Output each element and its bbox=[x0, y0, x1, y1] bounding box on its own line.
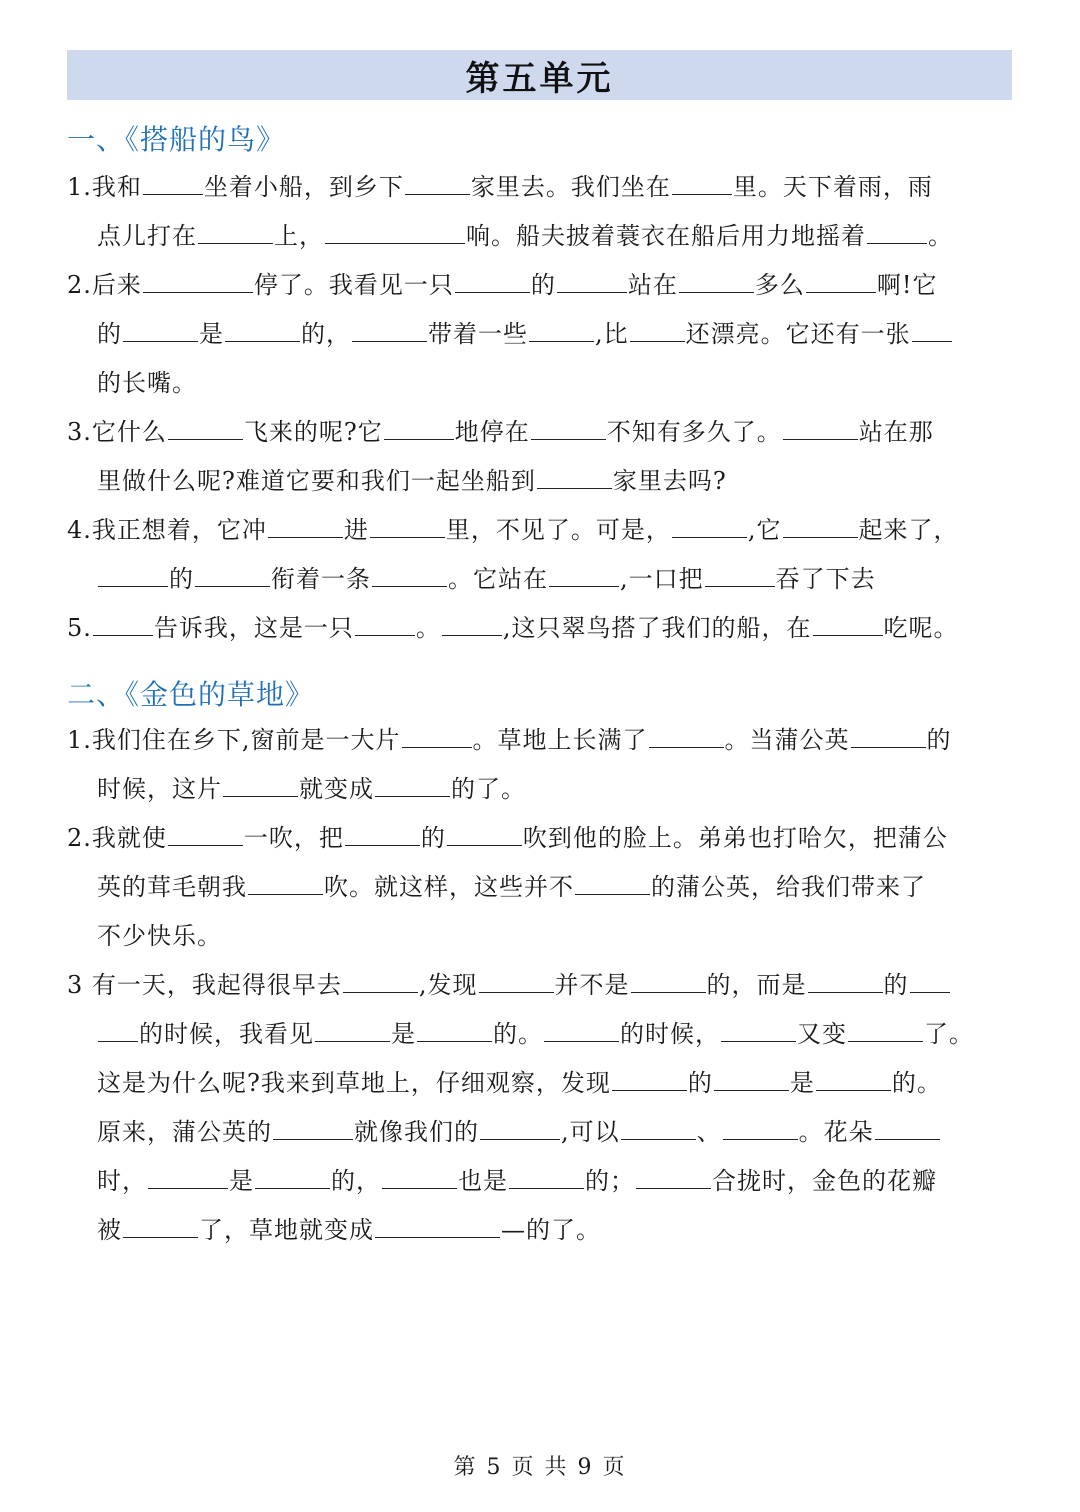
blank[interactable] bbox=[875, 1117, 940, 1140]
blank[interactable] bbox=[636, 1166, 711, 1189]
blank[interactable] bbox=[148, 1166, 228, 1189]
blank[interactable] bbox=[355, 613, 415, 636]
blank[interactable] bbox=[575, 872, 650, 895]
section-heading-2: 二、《金色的草地》 bbox=[67, 678, 315, 711]
question-1-3: 3.它什么 飞来的呢?它 地停在 不知有多久了。 站在那 里做什么呢?难道它要和我们一起坐船到 家里去吗? bbox=[67, 418, 934, 495]
blank[interactable] bbox=[343, 970, 418, 993]
blank[interactable] bbox=[705, 564, 775, 587]
blank[interactable] bbox=[123, 1215, 198, 1238]
blank[interactable] bbox=[268, 515, 343, 538]
blank[interactable] bbox=[621, 1117, 696, 1140]
blank[interactable] bbox=[372, 564, 447, 587]
question-1-1: 1.我和 坐着小船，到乡下 家里去。我们坐在 里。天下着雨，雨 点儿打在 上， 响。船夫披着蓑衣在船后用力地摇着 。 bbox=[67, 173, 953, 250]
page-footer: 第 5 页 共 9 页 bbox=[453, 1455, 627, 1480]
blank[interactable] bbox=[402, 725, 472, 748]
blank[interactable] bbox=[370, 515, 445, 538]
blank[interactable] bbox=[273, 1117, 353, 1140]
blank[interactable] bbox=[98, 1019, 138, 1042]
blank[interactable] bbox=[612, 1068, 687, 1091]
blank[interactable] bbox=[455, 270, 530, 293]
blank[interactable] bbox=[783, 417, 858, 440]
blank[interactable] bbox=[529, 319, 594, 342]
blank[interactable] bbox=[195, 564, 270, 587]
blank[interactable] bbox=[912, 319, 952, 342]
blank[interactable] bbox=[910, 970, 950, 993]
blank[interactable] bbox=[721, 1019, 796, 1042]
blank[interactable] bbox=[537, 466, 612, 489]
blank[interactable] bbox=[672, 515, 747, 538]
blank[interactable] bbox=[345, 823, 420, 846]
blank[interactable] bbox=[384, 417, 454, 440]
blank[interactable] bbox=[143, 172, 203, 195]
blank[interactable] bbox=[255, 1166, 330, 1189]
blank[interactable] bbox=[315, 1019, 390, 1042]
question-2-2: 2.我就使 一吹，把 的 吹到他的脸上。弟弟也打哈欠，把蒲公 英的茸毛朝我 吹。就这样，这些并不 的蒲公英，给我们带来了 不少快乐。 bbox=[67, 824, 948, 950]
blank[interactable] bbox=[783, 515, 858, 538]
blank[interactable] bbox=[168, 417, 243, 440]
blank[interactable] bbox=[672, 172, 732, 195]
question-1-5: 5. 告诉我，这是一只 。 ,这只翠鸟搭了我们的船，在 吃呢。 bbox=[67, 614, 959, 642]
blank[interactable] bbox=[808, 970, 883, 993]
question-1-2: 2.后来 停了。我看见一只 的 站在 多么 啊!它 的 是 的， 带着一些 ,比 还漂亮。它还有一张 的长嘴。 bbox=[67, 261, 1012, 408]
blank[interactable] bbox=[123, 319, 198, 342]
blank[interactable] bbox=[531, 417, 606, 440]
blank[interactable] bbox=[848, 1019, 923, 1042]
blank[interactable] bbox=[723, 1117, 798, 1140]
question-2-1: 1.我们住在乡下,窗前是一大片 。草地上长满了 。当蒲公英 的 时候，这片 就变成 的了。 bbox=[67, 726, 952, 803]
blank[interactable] bbox=[557, 270, 627, 293]
blank[interactable] bbox=[325, 221, 465, 244]
blank[interactable] bbox=[816, 1068, 891, 1091]
blank[interactable] bbox=[168, 823, 243, 846]
blank[interactable] bbox=[480, 1117, 560, 1140]
blank[interactable] bbox=[223, 774, 298, 797]
page-title: 第五单元 bbox=[465, 58, 614, 99]
blank[interactable] bbox=[649, 725, 724, 748]
blank[interactable] bbox=[544, 1019, 619, 1042]
blank[interactable] bbox=[405, 172, 470, 195]
title-bar bbox=[67, 50, 1012, 100]
blank[interactable] bbox=[509, 1166, 584, 1189]
blank[interactable] bbox=[631, 970, 706, 993]
blank[interactable] bbox=[867, 221, 927, 244]
blank[interactable] bbox=[198, 221, 273, 244]
blank[interactable] bbox=[375, 774, 450, 797]
blank[interactable] bbox=[630, 319, 685, 342]
blank[interactable] bbox=[442, 613, 502, 636]
blank[interactable] bbox=[447, 823, 522, 846]
blank[interactable] bbox=[417, 1019, 492, 1042]
blank[interactable] bbox=[375, 1215, 500, 1238]
blank[interactable] bbox=[93, 613, 153, 636]
section-heading-1: 一、《搭船的鸟》 bbox=[67, 123, 286, 156]
question-2-3: 3 有一天，我起得很早去 ,发现 并不是 的，而是 的 的时候，我看见 是 的。 的时候， 又变 了。 这是为什么呢?我来到草地上，仔细观察，发现 的 是 的。 原来，蒲公英的 就像我们的 ,可以 、 。花朵 时， 是 的， 也是 的； 合拢时，金色的花瓣 被 了，草地就变成 —的了。 bbox=[67, 971, 974, 1244]
blank[interactable] bbox=[813, 613, 883, 636]
blank[interactable] bbox=[806, 270, 876, 293]
blank[interactable] bbox=[98, 564, 168, 587]
blank[interactable] bbox=[352, 319, 427, 342]
blank[interactable] bbox=[143, 270, 253, 293]
blank[interactable] bbox=[248, 872, 323, 895]
blank[interactable] bbox=[714, 1068, 789, 1091]
blank[interactable] bbox=[851, 725, 926, 748]
question-1-4: 4.我正想着，它冲 进 里，不见了。可是， ,它 起来了， 的 衔着一条 。它站在 ,一口把 吞了下去 bbox=[67, 516, 959, 593]
blank[interactable] bbox=[549, 564, 619, 587]
blank[interactable] bbox=[679, 270, 754, 293]
blank[interactable] bbox=[225, 319, 300, 342]
blank[interactable] bbox=[479, 970, 554, 993]
blank[interactable] bbox=[382, 1166, 457, 1189]
